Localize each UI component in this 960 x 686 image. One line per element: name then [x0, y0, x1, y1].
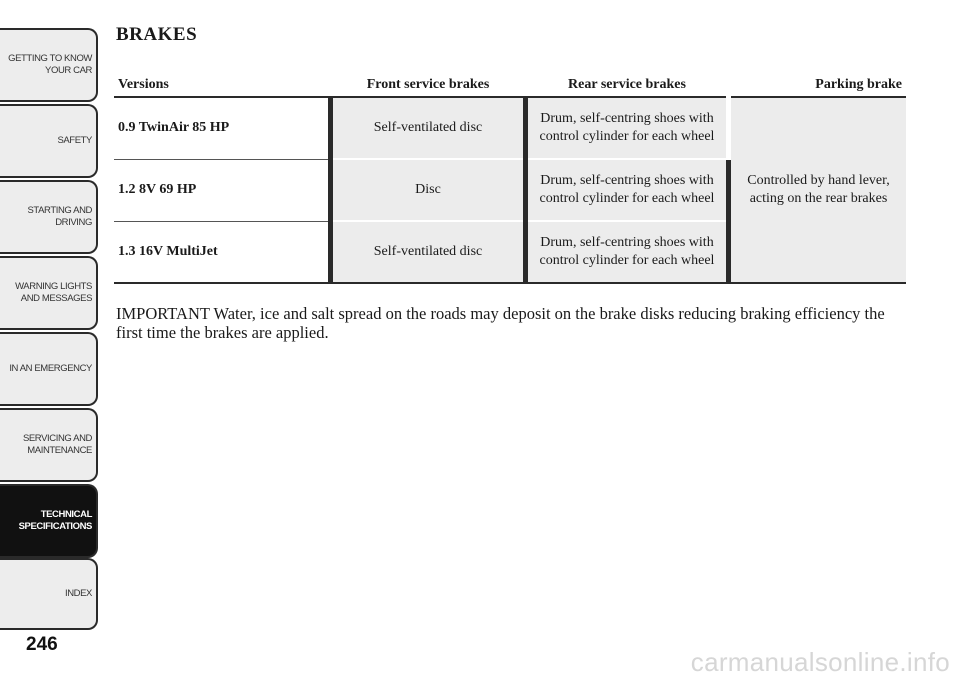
tab-label: TECHNICAL SPECIFICATIONS [18, 509, 92, 532]
cell-version: 1.3 16V MultiJet [114, 221, 331, 283]
cell-rear-brakes: Drum, self-centring shoes with control cylinder for each wheel [526, 97, 729, 159]
header-front-brakes: Front service brakes [331, 74, 526, 97]
cell-version: 0.9 TwinAir 85 HP [114, 97, 331, 159]
cell-version: 1.2 8V 69 HP [114, 159, 331, 221]
page-number: 246 [26, 634, 58, 655]
important-note: IMPORTANT Water, ice and salt spread on the roads may deposit on the brake disks reducing braking efficiency the first time the brakes are applied. [116, 304, 885, 342]
brakes-table [114, 74, 906, 284]
header-rear-brakes: Rear service brakes [526, 74, 729, 97]
header-parking-brake: Parking brake [729, 74, 907, 97]
table-header-row [114, 74, 906, 97]
tab-technical-specifications[interactable] [0, 484, 98, 558]
table-row [114, 97, 906, 159]
tab-getting-to-know-your-car[interactable] [0, 28, 98, 102]
tab-index[interactable] [0, 558, 98, 630]
tab-label: INDEX [64, 588, 92, 599]
cell-parking-brake: Controlled by hand lever, acting on the rear brakes [729, 97, 907, 283]
header-versions: Versions [114, 74, 331, 97]
cell-front-brakes: Self-ventilated disc [331, 97, 526, 159]
tab-label: WARNING LIGHTS AND MESSAGES [15, 281, 92, 304]
tab-label: STARTING AND DRIVING [27, 205, 92, 228]
tab-label: SERVICING AND MAINTENANCE [22, 433, 92, 456]
tab-in-an-emergency[interactable] [0, 332, 98, 406]
tab-label: SAFETY [57, 135, 92, 146]
cell-front-brakes: Self-ventilated disc [331, 221, 526, 283]
cell-rear-brakes: Drum, self-centring shoes with control cylinder for each wheel [526, 159, 729, 221]
cell-rear-brakes: Drum, self-centring shoes with control cylinder for each wheel [526, 221, 729, 283]
tab-warning-lights-and-messages[interactable] [0, 256, 98, 330]
tab-servicing-and-maintenance[interactable] [0, 408, 98, 482]
cell-front-brakes: Disc [331, 159, 526, 221]
tab-safety[interactable] [0, 104, 98, 178]
section-title: BRAKES [116, 24, 198, 45]
tab-label: GETTING TO KNOW YOUR CAR [8, 53, 92, 76]
tab-starting-and-driving[interactable] [0, 180, 98, 254]
watermark: carmanualsonline.info [690, 647, 950, 677]
tab-label: IN AN EMERGENCY [9, 363, 92, 374]
